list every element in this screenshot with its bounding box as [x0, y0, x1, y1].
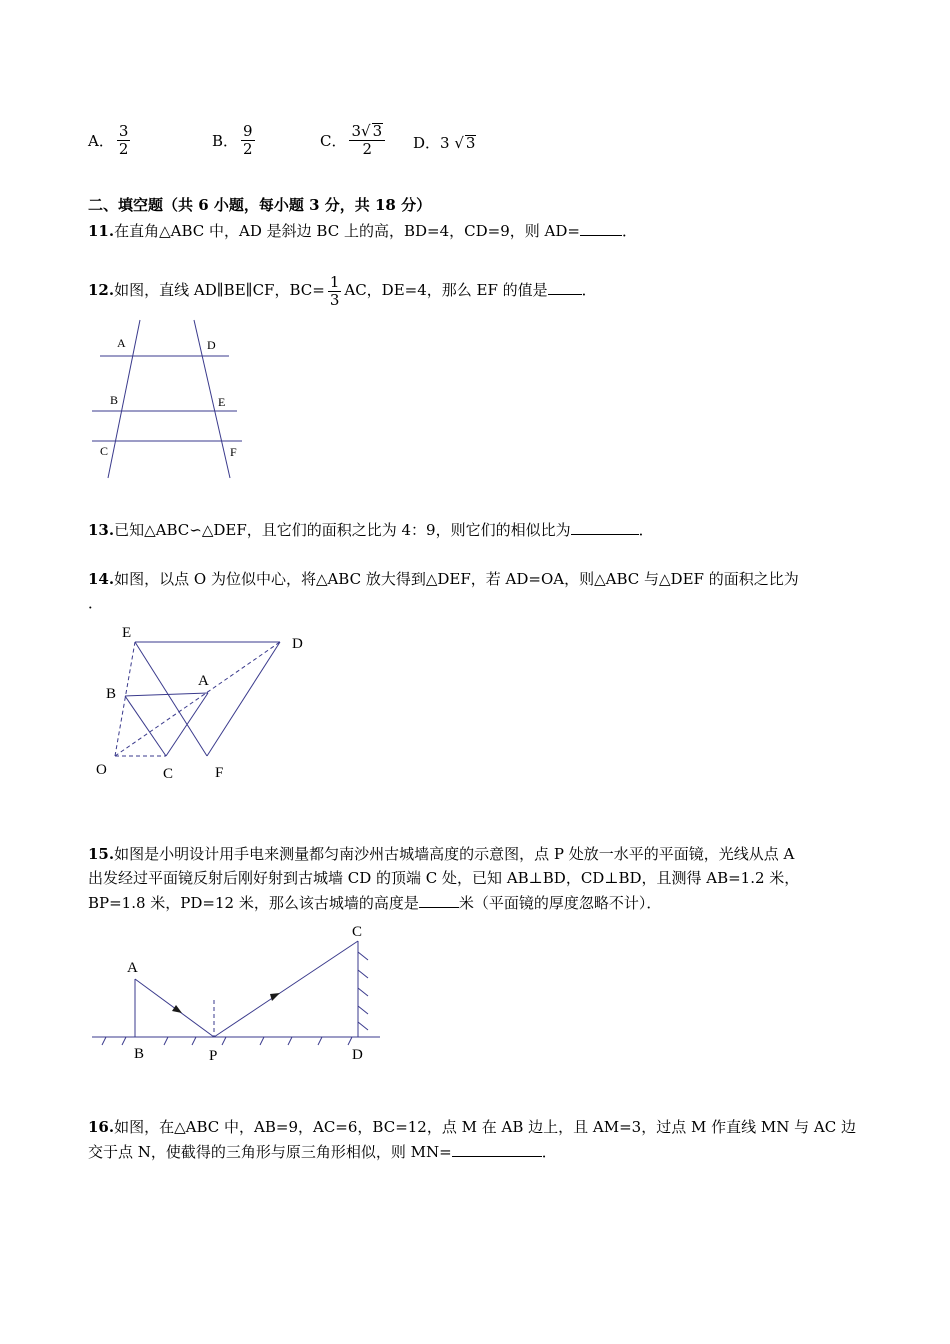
question-15-line-1 [88, 843, 794, 865]
option-b-fraction [241, 123, 255, 158]
question-16-number: 16. [88, 1118, 115, 1136]
arrow-incident [172, 1005, 182, 1013]
option-b-label: B． [212, 132, 239, 150]
option-c-numerator: 3√ 3 [349, 123, 385, 141]
option-a-fraction [117, 123, 131, 158]
label-f: F [215, 765, 224, 781]
dashed-oe [115, 642, 135, 756]
question-11-text: 在直角△ABC 中，AD 是斜边 BC 上的高，BD=4，CD=9，则 AD= [114, 222, 580, 240]
label-d: D [292, 636, 303, 652]
arrowheads [172, 993, 280, 1013]
question-11-number: 11. [88, 222, 115, 240]
question-12 [88, 270, 597, 310]
segment-bc [125, 696, 166, 756]
option-b [212, 123, 258, 158]
option-c-denominator: 2 [362, 140, 373, 158]
label-c: C [100, 444, 109, 458]
label-a: A [198, 673, 209, 689]
figure-12-parallel-lines [88, 315, 248, 485]
figure-15-mirror [88, 920, 388, 1070]
question-13-number: 13. [88, 521, 115, 539]
question-13-text: 已知△ABC∽△DEF，且它们的面积之比为 4：9，则它们的相似比为 [114, 521, 571, 539]
question-12-end: ． [581, 281, 597, 299]
label-b: B [134, 1046, 145, 1062]
question-12-text-b: AC，DE=4，那么 EF 的值是 [344, 281, 548, 299]
question-15-text-3b: 米（平面镜的厚度忽略不计）． [458, 894, 662, 912]
option-a-numerator: 3 [118, 122, 129, 140]
label-b: B [110, 393, 119, 407]
label-a: A [117, 336, 126, 350]
figure-14-homothety [88, 620, 328, 785]
question-16-text-1: 如图，在△ABC 中，AB=9，AC=6，BC=12，点 M 在 AB 边上，且 AM=3，过点 M 作直线 MN 与 AC 边 [114, 1118, 856, 1136]
question-14 [88, 568, 799, 590]
question-16-line-1 [88, 1116, 856, 1138]
label-b: B [106, 686, 117, 702]
option-a-label: A． [88, 132, 114, 150]
question-14-text: 如图，以点 O 为位似中心，将△ABC 放大得到△DEF，若 AD=OA，则△ABC 与△DEF 的面积之比为 [114, 570, 799, 588]
question-12-fraction [328, 274, 342, 309]
option-d-label: D． [413, 134, 441, 152]
question-12-blank[interactable] [548, 278, 582, 295]
label-a: A [127, 960, 138, 976]
option-c [320, 123, 388, 158]
question-13-end: ． [638, 521, 654, 539]
section-title: 二、填空题（共 6 小题，每小题 3 分，共 18 分） [88, 196, 432, 214]
option-c-fraction [349, 123, 385, 158]
arrow-reflected [270, 993, 280, 1001]
question-16-blank[interactable] [452, 1140, 542, 1157]
segment-ac [166, 693, 208, 756]
wall-hatches [358, 952, 368, 1030]
question-14-end: ． [88, 594, 104, 612]
question-16-text-2: 交于点 N，使截得的三角形与原三角形相似，则 MN= [88, 1143, 452, 1161]
option-d-radicand: 3 [465, 134, 476, 152]
label-f: F [230, 445, 237, 459]
question-13 [88, 518, 654, 541]
segment-ba [125, 693, 208, 696]
ray-pc [214, 941, 358, 1037]
question-15-line-2: 出发经过平面镜反射后刚好射到古城墙 CD 的顶端 C 处，已知 AB⊥BD，CD⊥BD，且测得 AB=1.2 米， [88, 869, 800, 887]
ground-hatches [102, 1037, 352, 1045]
question-12-denominator: 3 [329, 290, 340, 309]
label-d: D [207, 338, 216, 352]
label-e: E [218, 395, 226, 409]
label-e: E [122, 625, 132, 641]
segment-ef [135, 642, 207, 756]
option-c-coef: 3 [351, 122, 362, 140]
segment-df [207, 642, 280, 756]
label-c: C [163, 766, 174, 782]
question-14-number: 14. [88, 570, 115, 588]
question-15-text-1: 如图是小明设计用手电来测量都匀南沙州古城墙高度的示意图，点 P 处放一水平的平面镜，光线从点 A [114, 845, 795, 863]
dashed-od [115, 642, 280, 756]
question-13-blank[interactable] [571, 518, 639, 535]
option-a [88, 123, 133, 158]
question-12-number: 12. [88, 281, 115, 299]
option-d: D．3 √ 3 [413, 134, 476, 152]
question-11-end: ． [621, 222, 637, 240]
question-12-text-a: 如图，直线 AD∥BE∥CF，BC= [114, 281, 325, 299]
label-d: D [352, 1047, 363, 1063]
label-o: O [96, 762, 107, 778]
option-b-denominator: 2 [243, 140, 253, 158]
option-c-label: C． [320, 132, 347, 150]
option-d-coef: 3 [440, 134, 450, 152]
question-11 [88, 219, 637, 242]
question-15-number: 15. [88, 845, 115, 863]
question-11-blank[interactable] [580, 219, 622, 236]
option-c-radicand: 3 [372, 122, 383, 140]
question-16-line-2 [88, 1140, 557, 1163]
option-a-denominator: 2 [118, 140, 129, 158]
label-p: P [209, 1048, 218, 1064]
option-b-numerator: 9 [243, 122, 253, 140]
question-16-end: ． [541, 1143, 557, 1161]
question-15-blank[interactable] [419, 891, 459, 908]
question-15-line-3 [88, 891, 661, 914]
question-12-numerator: 1 [329, 272, 340, 291]
label-c: C [352, 924, 363, 940]
question-15-text-3a: BP=1.8 米，PD=12 米，那么该古城墙的高度是 [88, 894, 419, 912]
